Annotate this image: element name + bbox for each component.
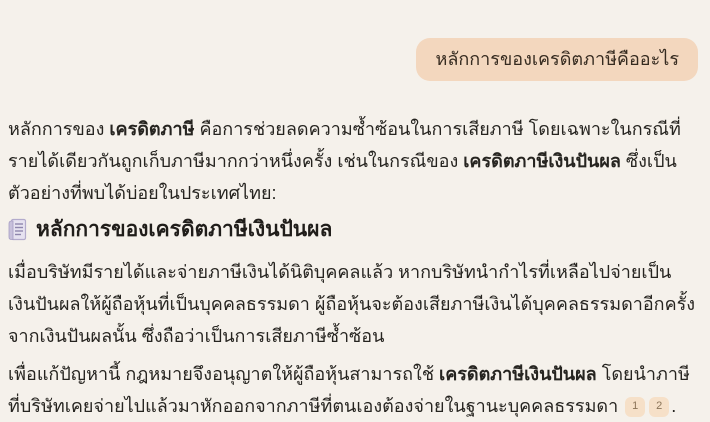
text-segment: เมื่อบริษัทมีรายได้และจ่ายภาษีเงินได้นิติบุคคลแล้ว หากบริษัทนำกำไรที่เหลือไปจ่ายเป็นเงินปันผลให้ผู้ถือหุ้นที่เป็นบุคคลธรรมดา ผู้ถือหุ้นจะต้องเสียภาษีเงินได้บุคคลธรรมดาอีกครั้งจากเงินปันผลนั้น ซึ่งถือว่าเป็นการเสียภาษีซ้ำซ้อน [8,262,696,346]
text-segment: ซึ่งเป็นตัวอย่างที่พบได้บ่อยในประเทศไทย: [8,151,677,203]
text-segment: . [671,396,677,416]
citation-badge[interactable]: 1 [625,397,645,417]
text-segment: โดยนำภาษีที่บริษัทเคยจ่ายไปแล้วมาหักออกจากภาษีที่ตนเองต้องจ่ายในฐานะบุคคลธรรมดา [8,364,690,416]
bold-term: เครดิตภาษีเงินปันผล [439,364,597,384]
scroll-document-icon [8,218,27,242]
user-message-text: หลักการของเครดิตภาษีคืออะไร [435,49,679,69]
text-segment: คือการช่วยลดความซ้ำซ้อนในการเสียภาษี โดยเฉพาะในกรณีที่รายได้เดียวกันถูกเก็บภาษีมากกว่าหนึ่งครั้ง เช่นในกรณีของ [8,119,681,171]
assistant-paragraph-2 [8,256,698,352]
assistant-response [8,113,698,422]
user-message-bubble [416,38,698,81]
user-message-row [8,38,698,81]
assistant-paragraph-3 [8,358,698,422]
text-segment: หลักการของ [8,119,110,139]
section-heading [8,215,698,245]
text-segment: เพื่อแก้ปัญหานี้ กฎหมายจึงอนุญาตให้ผู้ถือหุ้นสามารถใช้ [8,364,440,384]
assistant-paragraph-1 [8,113,698,209]
bold-term: เครดิตภาษี [109,119,195,139]
section-heading-text: หลักการของเครดิตภาษีเงินปันผล [36,218,333,241]
citation-badge[interactable]: 2 [649,397,669,417]
bold-term: เครดิตภาษีเงินปันผล [463,151,621,171]
